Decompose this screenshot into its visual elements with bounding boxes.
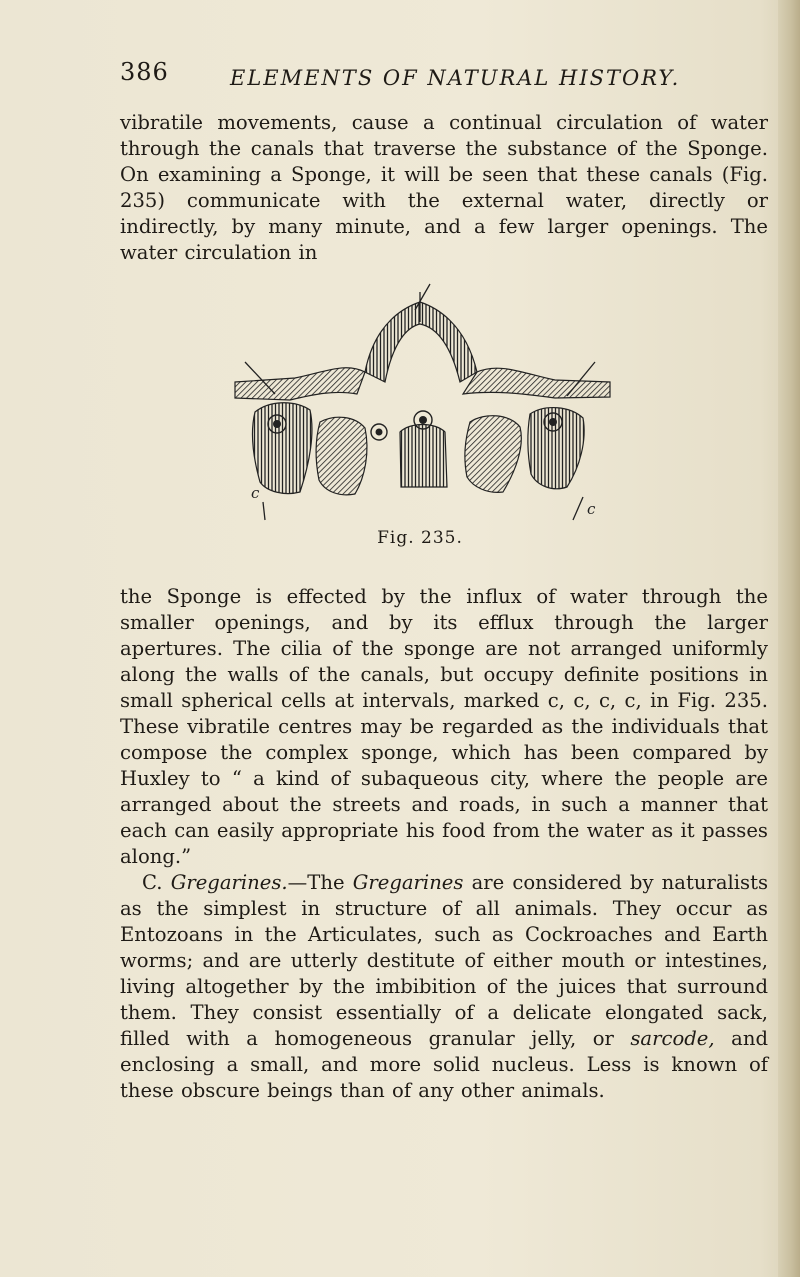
paragraph-3-text-a: are considered by naturalists as the simplest in structure of all animals. They occur as Entozoans in the Articulates, such as Cockroaches and Earth worms; and are utterly destitute of either mouth or intestines, living altogether by the imbibition of the juices that surround them. They consist essentially of a delicate elongated sack, filled with a homogeneous granular jelly, or bbox=[120, 871, 769, 1050]
figure-235 bbox=[215, 282, 625, 548]
figure-caption: Fig. 235. bbox=[377, 528, 463, 548]
paragraph-3 bbox=[120, 870, 768, 1104]
term-gregarines: Gregarines bbox=[352, 871, 464, 894]
label-c-left: c bbox=[251, 484, 260, 502]
heading-dash: —The bbox=[287, 871, 345, 894]
paragraph-2: the Sponge is effected by the influx of water through the smaller openings, and by its efflux through the larger apertures. The cilia of the sponge are not arranged uniformly along the walls of the canals, but occupy definite positions in small spherical cells at intervals, marked c, c, c, c, in Fig. 235. These vibratile centres may be regarded as the individuals that compose the complex sponge, which has been compared by Huxley to “ a kind of subaqueous city, where the people are arranged about the streets and roads, in such a manner that each can easily appropriate his food from the water as it passes along.” bbox=[120, 585, 768, 868]
sponge-canal-illustration bbox=[215, 282, 625, 522]
label-c-right: c bbox=[587, 500, 596, 518]
paragraph-1: vibratile movements, cause a continual circulation of water through the canals that traverse the substance of the Sponge. On examining a Sponge, it will be seen that these canals (Fig. 235) communicate with the external water, directly or indirectly, by many minute, and a few larger openings. The water circulation in bbox=[120, 111, 768, 264]
body-text-lower bbox=[120, 584, 768, 1104]
section-letter: C. bbox=[142, 871, 163, 894]
paragraph-3-text-b: and enclosing a small, and more solid nucleus. Less is known of these obscure beings than of any other animals. bbox=[120, 1027, 768, 1102]
page-header bbox=[120, 58, 760, 96]
running-head: ELEMENTS OF NATURAL HISTORY. bbox=[230, 66, 681, 90]
page-number: 386 bbox=[120, 58, 169, 86]
term-sarcode: sarcode, bbox=[630, 1027, 715, 1050]
section-heading: Gregarines. bbox=[170, 871, 288, 894]
page-edge bbox=[778, 0, 800, 1277]
